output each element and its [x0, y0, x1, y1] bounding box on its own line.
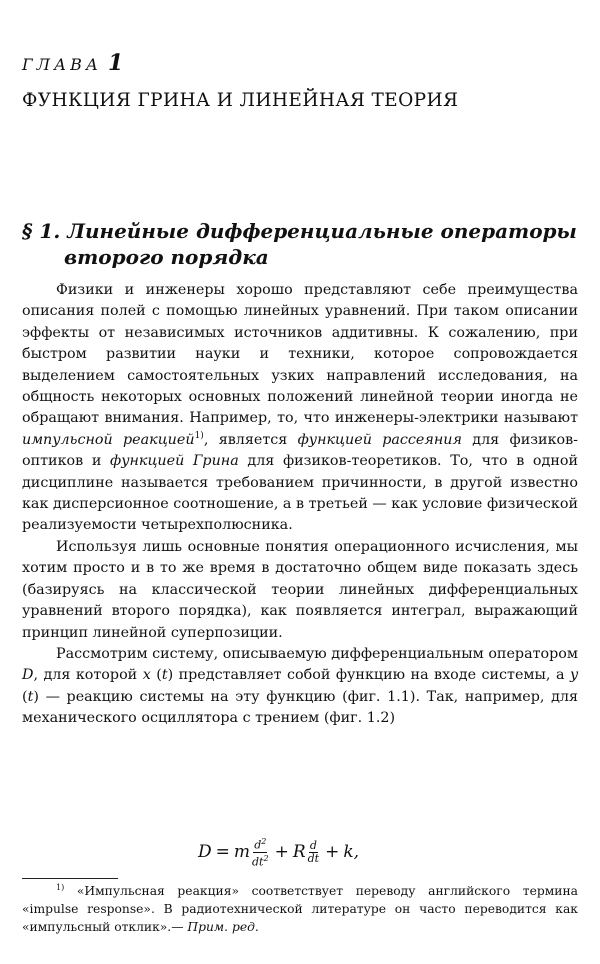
- section-title-line2: второго порядка: [64, 245, 269, 269]
- operator-formula: [198, 836, 359, 868]
- frac1-denominator-power: 2: [263, 853, 269, 863]
- paragraph-1: [22, 280, 578, 537]
- footnote: [22, 882, 578, 936]
- var-t-2: t: [27, 688, 34, 705]
- footnote-marker: 1): [56, 882, 65, 892]
- paragraph-2: Используя лишь основные понятия операционного исчисления, мы хотим просто и в то же время в достаточно общем виде показать здесь (базируясь на классической теории линейных дифференциальных уравнений второго порядка), как появляется интеграл, выражающий принцип линейной суперпозиции.: [22, 538, 578, 641]
- p1-text-b: , является: [203, 431, 298, 448]
- chapter-label: [22, 50, 123, 76]
- p1-text-c: для физиков-оптиков и: [22, 431, 579, 470]
- term-scattering-function: функцией рассеяния: [297, 431, 462, 448]
- p1-text-a: Физики и инженеры хорошо представляют себе преимущества описания полей с помощью линейных уравнений. При таком описании эффекты от независимых источников аддитивны. К сожалению, при быстром развитии науки и техники, которое сопровождается выделением самостоятельных узких направлений исследования, на общность некоторых основных положений линейной теории иногда не обращают внимания. Например, то, что инженеры-электрики называют: [22, 282, 578, 427]
- footnote-editor-note: Прим. ред.: [187, 920, 259, 934]
- chapter-label-text: ГЛАВА: [22, 55, 102, 74]
- formula-plus-2: +: [325, 842, 340, 863]
- section-heading: [22, 218, 582, 270]
- fraction-second-derivative: [252, 836, 269, 868]
- p3-text-f: ) — реакцию системы на эту функцию (фиг. 1.1). Так, например, для механического осциллятора с трением (фиг. 1.2): [22, 688, 578, 727]
- footnote-ref-number: 1: [194, 431, 201, 442]
- frac2-numerator: d: [309, 838, 317, 852]
- frac1-numerator-power: 2: [261, 837, 267, 846]
- p1-text-d: для физиков-теоретиков. То, что в одной дисциплине называется требованием причинности, в другой известно как дисперсионное соотношение, а в третьей — как условие физической реализуемости четырехполюсника.: [22, 453, 578, 534]
- p3-text-a: Рассмотрим систему, описываемую дифференциальным оператором: [56, 645, 578, 662]
- footnote-divider: [22, 878, 118, 879]
- formula-m: m: [233, 842, 251, 863]
- formula-k: k,: [343, 842, 360, 863]
- p3-text-d: ) представляет собой функцию на входе системы, а: [167, 667, 570, 684]
- footnote-marker-number: 1: [56, 882, 62, 892]
- term-green-function: функцией Грина: [110, 453, 239, 470]
- term-impulse-response: импульсной реакцией: [22, 431, 195, 448]
- fraction-first-derivative: [308, 840, 319, 865]
- formula-equals: =: [215, 842, 230, 863]
- footnote-ref: 1): [194, 431, 204, 442]
- var-t-1: t: [161, 667, 168, 684]
- chapter-number: 1: [107, 50, 124, 76]
- frac2-denominator: dt: [307, 851, 320, 865]
- frac1-denominator: dt: [252, 855, 264, 869]
- frac1-numerator: d: [254, 838, 262, 852]
- body-text: [22, 280, 578, 730]
- formula-R: R: [292, 842, 306, 863]
- footnote-text: «Импульсная реакция» соответствует переводу английского термина «impulse response». В радиотехнической литературе он часто переводится как «импульсный отклик».—: [22, 884, 578, 934]
- operator-D: D: [22, 667, 34, 684]
- var-y: y: [569, 667, 579, 684]
- p3-text-e: (: [22, 688, 28, 705]
- var-x: x: [142, 667, 151, 684]
- formula-lhs: D: [198, 842, 212, 863]
- p3-text-c: (: [150, 667, 162, 684]
- formula-plus-1: +: [274, 842, 289, 863]
- paragraph-3: [22, 644, 578, 730]
- section-title-line1: § 1. Линейные дифференциальные операторы: [22, 219, 577, 243]
- chapter-title: ФУНКЦИЯ ГРИНА И ЛИНЕЙНАЯ ТЕОРИЯ: [22, 90, 459, 111]
- p3-text-b: , для которой: [33, 667, 143, 684]
